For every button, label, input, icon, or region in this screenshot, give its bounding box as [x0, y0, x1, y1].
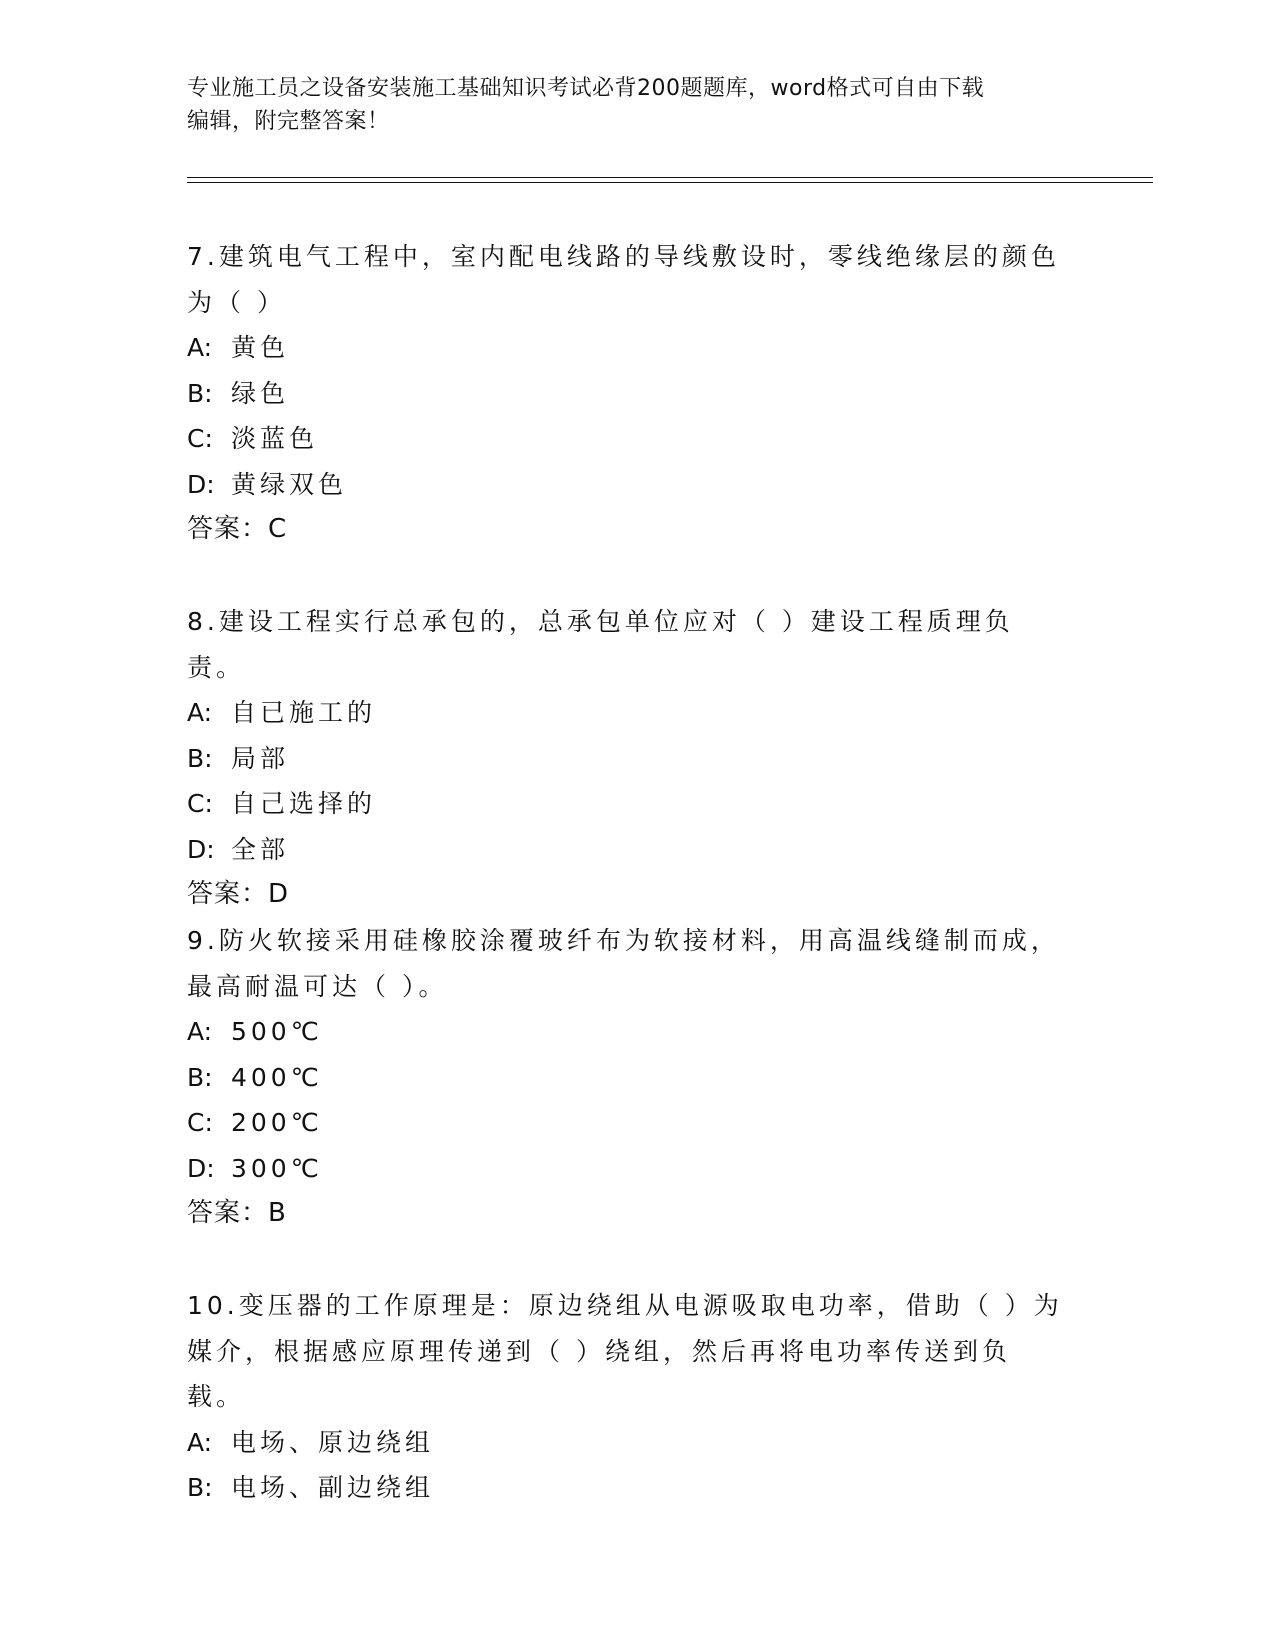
header-divider-top — [187, 177, 1153, 178]
option-letter: A: — [187, 1017, 213, 1046]
option-b — [187, 1465, 1067, 1511]
option-b — [187, 736, 1067, 782]
option-b — [187, 371, 1067, 417]
option-b — [187, 1055, 1067, 1101]
option-letter: B: — [187, 1473, 213, 1502]
question-stem-line: 媒介，根据感应原理传递到（ ）绕组，然后再将电功率传送到负载。 — [187, 1336, 1011, 1411]
question-7 — [187, 234, 1067, 553]
header-line-2: 编辑，附完整答案！ — [187, 109, 390, 134]
option-letter: A: — [187, 698, 213, 727]
option-a — [187, 1009, 1067, 1055]
option-letter: A: — [187, 333, 213, 362]
option-text: 200℃ — [231, 1108, 323, 1137]
option-letter: D: — [187, 1153, 215, 1183]
question-stem-line: 8.建设工程实行总承包的，总承包单位应对（ ）建设工程质理负责。 — [187, 607, 1014, 682]
option-c — [187, 781, 1067, 827]
answer: 答案：D — [187, 879, 290, 909]
option-d — [187, 1146, 1067, 1192]
option-text: 300℃ — [231, 1153, 323, 1183]
option-a — [187, 690, 1067, 736]
option-text: 400℃ — [231, 1062, 323, 1092]
option-a — [187, 325, 1067, 371]
option-letter: B: — [187, 1062, 213, 1092]
question-stem-line: 10.变压器的工作原理是：原边绕组从电源吸取电功率，借助（ ）为 — [187, 1291, 1063, 1320]
option-letter: C: — [187, 789, 213, 818]
option-text: 淡蓝色 — [231, 424, 319, 453]
option-letter: D: — [187, 834, 215, 864]
option-letter: C: — [187, 1108, 213, 1137]
document-header — [187, 72, 1087, 138]
option-c — [187, 1100, 1067, 1146]
question-8 — [187, 599, 1067, 918]
option-text: 全部 — [231, 834, 290, 864]
question-stem-line: 最高耐温可达（ ）。 — [187, 971, 448, 1001]
option-text: 局部 — [231, 743, 290, 773]
question-10 — [187, 1283, 1067, 1511]
option-c — [187, 416, 1067, 462]
option-text: 500℃ — [231, 1017, 323, 1046]
option-letter: C: — [187, 424, 213, 453]
answer: 答案：C — [187, 514, 288, 544]
option-text: 自己选择的 — [231, 789, 377, 818]
option-letter: B: — [187, 378, 213, 408]
answer: 答案：B — [187, 1198, 287, 1228]
option-text: 自已施工的 — [231, 698, 377, 727]
option-a — [187, 1420, 1067, 1466]
header-line-1: 专业施工员之设备安装施工基础知识考试必背200题题库，word格式可自由下载 — [187, 76, 985, 101]
option-text: 黄色 — [231, 333, 290, 362]
question-9 — [187, 918, 1067, 1237]
question-stem-line: 7.建筑电气工程中，室内配电线路的导线敷设时，零线绝缘层的颜色 — [187, 242, 1060, 271]
option-text: 黄绿双色 — [231, 469, 348, 499]
option-d — [187, 462, 1067, 508]
option-text: 电场、副边绕组 — [231, 1473, 435, 1502]
option-d — [187, 827, 1067, 873]
option-text: 电场、原边绕组 — [231, 1427, 435, 1457]
question-stem-line: 9.防火软接采用硅橡胶涂覆玻纤布为软接材料，用高温线缝制而成， — [187, 926, 1060, 955]
option-letter: A: — [187, 1427, 213, 1457]
option-letter: D: — [187, 469, 215, 499]
header-divider-bottom — [187, 182, 1153, 183]
option-text: 绿色 — [231, 378, 290, 408]
option-letter: B: — [187, 743, 213, 773]
question-stem-line: 为（ ） — [187, 287, 286, 317]
